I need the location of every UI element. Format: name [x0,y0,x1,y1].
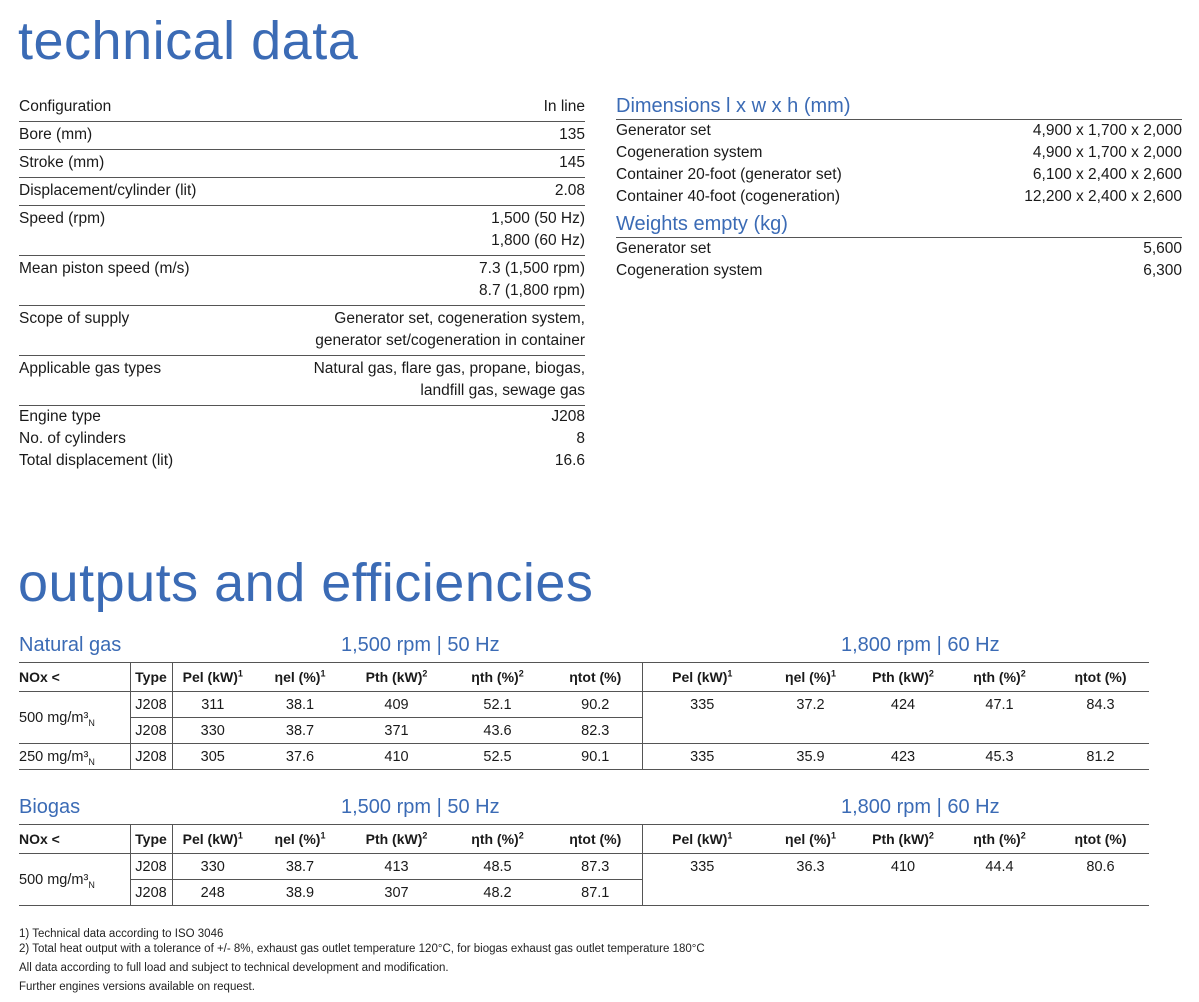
value-cell: 90.1 [549,744,642,770]
type-cell: J208 [130,692,172,718]
spec-label: Scope of supply [19,310,130,327]
value-cell: 80.6 [1086,858,1115,875]
spec-value [314,358,585,402]
weights-title: Weights empty (kg) [616,212,1182,238]
value-cell: 38.7 [253,854,347,880]
header-nth-note: 2 [518,668,524,679]
rpm-50hz-label: 1,500 rpm | 50 Hz [341,796,500,818]
page-title-technical-data: technical data [18,11,359,71]
value-cell: 52.1 [446,692,549,718]
nox-value [19,854,130,906]
header-pel-note: 1 [237,830,243,841]
header-nel-note: 1 [830,668,836,679]
header-nth-note: 2 [1020,830,1026,841]
spec-row [19,206,585,256]
header-nth-label: ηth (%) [471,669,519,685]
value-cell: 38.7 [253,718,347,744]
spec-value-line: Natural gas, flare gas, propane, biogas, [313,360,585,377]
value-cell: 37.2 [796,696,825,713]
dimensions-list [616,120,1182,208]
spec-value-line: 135 [559,126,585,143]
spec-label: Configuration [19,98,112,115]
engine-label: Engine type [19,408,101,425]
value-cell: 410 [890,858,916,875]
spec-value-line: 8.7 (1,800 rpm) [479,282,585,299]
nox-sub: N [88,717,95,728]
value-cell [762,880,859,906]
footnote-2: 2) Total heat output with a tolerance of +/- 8%, exhaust gas outlet temperature 120°C, for biogas exhaust gas outlet temperature 180°C [19,943,705,955]
value-cell: 311 [172,692,253,718]
header-pel [642,663,762,692]
nox-text: 500 mg/m³ [19,871,89,888]
nox-value [19,692,130,744]
header-pel-note: 1 [727,830,733,841]
value-cell: 330 [172,718,253,744]
header-pth [859,825,947,854]
biogas-section [19,796,1182,906]
spec-value-line: 1,500 (50 Hz) [491,210,585,227]
header-ntot [549,663,642,692]
spec-label: Displacement/cylinder (lit) [19,182,197,199]
value-cell [859,880,947,906]
kv-value: 12,200 x 2,400 x 2,600 [1024,188,1182,205]
table-header-row [19,663,1199,692]
header-nth [947,825,1052,854]
engine-label: No. of cylinders [19,430,126,447]
value-cell: 87.1 [549,880,642,906]
spec-value [491,208,585,252]
table-row [19,718,1199,744]
spec-value-line: 145 [559,154,585,171]
kv-value: 5,600 [1143,240,1182,257]
header-nth-note: 2 [1020,668,1026,679]
value-cell [642,880,762,906]
header-pth-note: 2 [422,830,428,841]
rpm-60hz-label: 1,800 rpm | 60 Hz [841,634,1000,656]
natural-gas-label: Natural gas [19,634,122,656]
kv-label: Container 20-foot (generator set) [616,166,842,183]
value-cell: 84.3 [1086,696,1115,713]
header-pth-note: 2 [928,830,934,841]
weights-list [616,238,1182,282]
value-cell: 371 [347,718,446,744]
dimensions-title: Dimensions l x w x h (mm) [616,94,1182,120]
spec-value [315,308,585,352]
header-pel-label: Pel (kW) [182,669,238,685]
header-ntot [1052,825,1149,854]
header-ntot-label: ηtot (%) [1074,831,1127,847]
header-pth [347,825,446,854]
footnote-3: All data according to full load and subject to technical development and modification. [19,962,449,974]
kv-value: 6,300 [1143,262,1182,279]
spec-value-line: Generator set, cogeneration system, [334,310,585,327]
header-pel-label: Pel (kW) [672,669,728,685]
value-cell: 335 [642,854,762,880]
header-pel-note: 1 [727,668,733,679]
header-pth-label: Pth (kW) [365,669,423,685]
kv-row [616,238,1182,260]
header-nth-label: ηth (%) [973,669,1021,685]
value-cell: 47.1 [985,696,1014,713]
table-header-row [19,825,1199,854]
spec-value-line: generator set/cogeneration in container [315,332,585,349]
value-cell: 35.9 [762,744,859,770]
nox-text: 500 mg/m³ [19,709,89,726]
spec-row [19,178,585,206]
kv-label: Generator set [616,122,711,139]
header-nel-label: ηel (%) [274,831,321,847]
header-nox: NOx < [19,663,130,692]
engine-row [19,428,585,450]
spec-label: Bore (mm) [19,126,93,143]
value-cell: 82.3 [549,718,642,744]
value-cell: 90.2 [549,692,642,718]
value-cell: 48.5 [446,854,549,880]
header-nth-label: ηth (%) [973,831,1021,847]
spec-row [19,94,585,122]
header-nel [253,663,347,692]
biogas-table [19,824,1199,906]
engine-value: J208 [551,408,585,425]
spec-label: Speed (rpm) [19,210,106,227]
footnote-1: 1) Technical data according to ISO 3046 [19,928,224,940]
footnote-4: Further engines versions available on request. [19,981,255,993]
table-row [19,744,1199,770]
header-nel [762,663,859,692]
value-cell: 38.9 [253,880,347,906]
header-ntot [1052,663,1149,692]
header-nth [446,663,549,692]
spec-value-line: landfill gas, sewage gas [420,382,585,399]
header-pth-label: Pth (kW) [365,831,423,847]
header-nth-note: 2 [518,830,524,841]
value-cell: 43.6 [446,718,549,744]
header-type: Type [130,825,172,854]
spec-value [559,152,585,174]
kv-value: 4,900 x 1,700 x 2,000 [1032,144,1182,161]
footnotes [19,927,705,995]
header-pth-note: 2 [422,668,428,679]
kv-row [616,120,1182,142]
header-type: Type [130,663,172,692]
natural-gas-table [19,662,1199,770]
header-ntot-label: ηtot (%) [1074,669,1127,685]
header-nel-label: ηel (%) [274,669,321,685]
spec-value [555,180,585,202]
spec-row [19,356,585,406]
rpm-60hz-label: 1,800 rpm | 60 Hz [841,796,1000,818]
header-ntot-label: ηtot (%) [569,669,622,685]
header-nth [947,663,1052,692]
value-cell: 330 [172,854,253,880]
value-cell: 409 [347,692,446,718]
spec-value-line: In line [543,98,585,115]
engine-row [19,406,585,428]
value-cell: 424 [890,696,916,713]
spec-row [19,150,585,178]
header-pth-label: Pth (kW) [872,669,929,685]
value-cell [1052,880,1149,906]
value-cell: 423 [859,744,947,770]
header-pth-label: Pth (kW) [872,831,929,847]
value-cell: 87.3 [549,854,642,880]
header-nel-note: 1 [320,830,326,841]
kv-value: 6,100 x 2,400 x 2,600 [1032,166,1182,183]
table-row [19,854,1199,880]
dimensions-weights-panel [616,94,1182,282]
table-row [19,880,1199,906]
spec-label: Stroke (mm) [19,154,105,171]
spec-value [559,124,585,146]
spec-value [544,96,585,118]
nox-text: 250 mg/m³ [19,748,89,765]
type-cell: J208 [130,718,172,744]
kv-row [616,142,1182,164]
value-cell: 36.3 [796,858,825,875]
spec-row [19,122,585,150]
kv-value: 4,900 x 1,700 x 2,000 [1032,122,1182,139]
header-pel-label: Pel (kW) [672,831,728,847]
value-cell: 305 [172,744,253,770]
kv-label: Cogeneration system [616,262,763,279]
technical-spec-table [19,94,585,472]
kv-label: Container 40-foot (cogeneration) [616,188,841,205]
header-pel [172,663,253,692]
value-cell: 52.5 [446,744,549,770]
nox-sub: N [88,756,95,767]
natural-gas-section [19,634,1182,770]
engine-value: 8 [576,430,585,447]
value-cell: 48.2 [446,880,549,906]
kv-row [616,260,1182,282]
value-cell: 413 [347,854,446,880]
page-title-outputs: outputs and efficiencies [18,553,594,613]
engine-label: Total displacement (lit) [19,452,174,469]
spec-label: Mean piston speed (m/s) [19,260,190,277]
spec-value-line: 2.08 [554,182,585,199]
header-pel [642,825,762,854]
value-cell [642,718,762,744]
header-ntot-label: ηtot (%) [569,831,622,847]
kv-label: Cogeneration system [616,144,763,161]
header-nth [446,825,549,854]
value-cell: 335 [642,692,762,718]
header-ntot [549,825,642,854]
table-row [19,692,1199,718]
header-pel-note: 1 [237,668,243,679]
header-nel [253,825,347,854]
kv-row [616,186,1182,208]
nox-value [19,744,130,770]
header-nth-label: ηth (%) [471,831,519,847]
value-cell [859,718,947,744]
header-nox: NOx < [19,825,130,854]
header-pel-label: Pel (kW) [182,831,238,847]
rpm-50hz-label: 1,500 rpm | 50 Hz [341,634,500,656]
header-nel-label: ηel (%) [785,831,831,847]
header-nel [762,825,859,854]
spec-value-line: 7.3 (1,500 rpm) [479,260,585,277]
header-pth [859,663,947,692]
type-cell: J208 [130,880,172,906]
type-cell: J208 [130,744,172,770]
value-cell: 44.4 [985,858,1014,875]
type-cell: J208 [130,854,172,880]
engine-value: 16.6 [554,452,585,469]
engine-row [19,450,585,472]
header-pth-note: 2 [928,668,934,679]
header-nel-label: ηel (%) [785,669,831,685]
spec-label: Applicable gas types [19,360,162,377]
spec-row [19,256,585,306]
kv-row [616,164,1182,186]
header-pth [347,663,446,692]
value-cell: 248 [172,880,253,906]
value-cell: 38.1 [253,692,347,718]
value-cell: 45.3 [947,744,1052,770]
value-cell: 335 [642,744,762,770]
spec-value [479,258,585,302]
spec-value-line: 1,800 (60 Hz) [491,232,585,249]
nox-sub: N [88,879,95,890]
value-cell: 37.6 [253,744,347,770]
header-nel-note: 1 [830,830,836,841]
biogas-label: Biogas [19,796,81,818]
value-cell: 307 [347,880,446,906]
value-cell: 81.2 [1052,744,1149,770]
value-cell [947,880,1052,906]
spec-row [19,306,585,356]
kv-label: Generator set [616,240,711,257]
value-cell [762,718,859,744]
value-cell [1052,718,1149,744]
value-cell: 410 [347,744,446,770]
header-nel-note: 1 [320,668,326,679]
value-cell [947,718,1052,744]
header-pel [172,825,253,854]
